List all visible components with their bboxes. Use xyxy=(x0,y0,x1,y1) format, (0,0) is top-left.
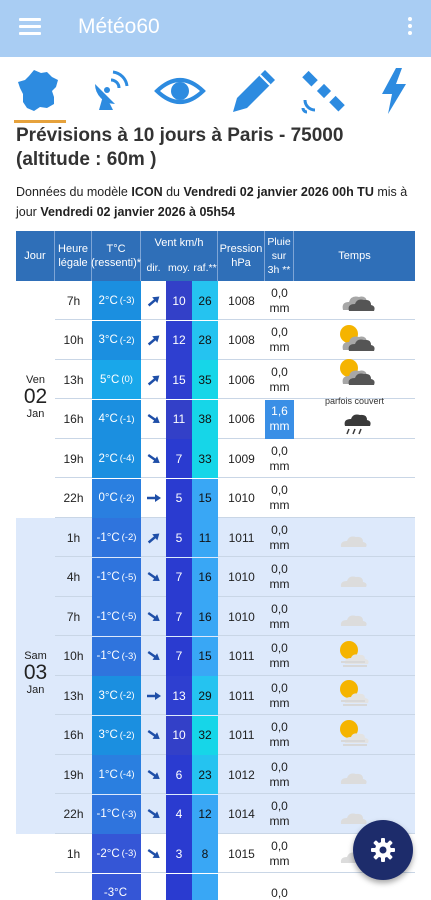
page-title: Prévisions à 10 jours à Paris - 75000 (altitude : 60m ) xyxy=(16,125,344,170)
weather-moon-cloud-icon xyxy=(335,596,375,637)
wind-gust-cell: 32 xyxy=(192,716,218,755)
feels-like-value: (-5) xyxy=(121,611,137,622)
wind-direction-cell xyxy=(141,518,166,557)
wind-arrow-icon xyxy=(144,844,164,863)
eye-icon[interactable] xyxy=(152,63,208,119)
weather-cell xyxy=(294,755,415,794)
temp-cell xyxy=(92,479,141,518)
wind-arrow-icon xyxy=(144,291,164,310)
day-label xyxy=(16,374,55,420)
app-bar xyxy=(0,0,431,57)
weather-sun-haze-icon xyxy=(335,636,375,677)
temp-value: -3°C xyxy=(103,887,128,899)
day-block xyxy=(16,281,415,518)
header-wind-avg: moy. xyxy=(168,262,190,274)
temp-value: -2°C xyxy=(96,847,120,860)
hour-cell: 19h xyxy=(63,767,84,782)
more-options-icon[interactable] xyxy=(407,17,413,39)
wind-avg-cell: 7 xyxy=(166,637,192,676)
pressure-cell: 1010 xyxy=(228,491,255,505)
rain-cell: 0,0 mm xyxy=(269,601,290,631)
table-body xyxy=(16,281,415,900)
model-info-text: mis à jour xyxy=(16,185,408,219)
hour-cell: 16h xyxy=(63,728,84,742)
weather-moon-icon xyxy=(335,478,375,519)
temp-cell xyxy=(92,439,141,478)
wind-gust-cell: 12 xyxy=(192,795,218,834)
rain-cell: 0,0 mm xyxy=(269,364,290,394)
temp-value: 3°C xyxy=(98,729,118,741)
wind-direction-cell xyxy=(141,755,166,794)
temp-value: -1°C xyxy=(96,650,120,662)
header-weather: Temps xyxy=(338,250,371,262)
wind-arrow-icon xyxy=(144,607,164,626)
wind-avg-cell: 13 xyxy=(166,676,192,715)
feels-like-value: (-2) xyxy=(119,492,135,504)
header-hour: Heure légale xyxy=(55,231,92,281)
wind-avg-cell: 10 xyxy=(166,716,192,755)
wind-arrow-icon xyxy=(144,646,164,665)
temp-cell xyxy=(92,400,141,439)
hour-cell: 1h xyxy=(66,846,81,861)
feels-like-value: (-1) xyxy=(119,413,135,425)
table-row xyxy=(55,479,415,518)
wind-arrow-icon xyxy=(146,492,162,504)
wind-gust-cell: 23 xyxy=(192,755,218,794)
temp-cell xyxy=(92,637,141,676)
wind-gust-cell: 28 xyxy=(192,321,218,360)
wind-avg-cell: 7 xyxy=(166,597,192,636)
day-weekday: Sam xyxy=(24,650,47,662)
wind-avg-cell: 10 xyxy=(166,281,192,320)
pressure-cell: 1008 xyxy=(228,333,255,347)
hour-cell: 13h xyxy=(63,688,84,703)
weather-moon-cloud-icon xyxy=(335,517,375,558)
pressure-cell: 1012 xyxy=(228,767,255,782)
temp-cell xyxy=(92,518,141,557)
weather-cell xyxy=(294,439,415,478)
table-row xyxy=(55,637,415,676)
hour-cell: 7h xyxy=(66,293,81,308)
wind-avg-cell: 7 xyxy=(166,558,192,597)
wind-direction-cell xyxy=(141,716,166,755)
temp-cell xyxy=(92,755,141,794)
header-pressure: Pression hPa xyxy=(218,231,265,281)
pressure-cell: 1008 xyxy=(228,293,255,308)
weather-cell xyxy=(294,637,415,676)
temp-value: 1°C xyxy=(98,768,118,781)
wind-arrow-icon xyxy=(144,804,164,823)
feels-like-value: (-2) xyxy=(119,334,135,346)
feels-like-value: (-3) xyxy=(121,650,137,662)
table-row xyxy=(55,597,415,636)
feels-like-value: (0) xyxy=(121,374,133,385)
weather-cell xyxy=(294,874,415,900)
table-row xyxy=(55,558,415,597)
pressure-cell: 1014 xyxy=(228,807,255,821)
forecast-table xyxy=(16,231,415,900)
pressure-cell xyxy=(218,874,265,900)
feels-like-value: (-3) xyxy=(119,295,135,306)
table-header xyxy=(16,231,415,281)
temp-value: 3°C xyxy=(98,689,118,702)
wind-gust-cell: 26 xyxy=(192,281,218,320)
wind-direction-cell xyxy=(141,281,166,320)
pressure-cell: 1011 xyxy=(228,688,255,703)
wind-arrow-icon xyxy=(144,567,164,586)
weather-cell xyxy=(294,400,415,439)
table-row xyxy=(55,518,415,557)
rain-cell: 0,0 mm xyxy=(269,799,290,828)
table-row xyxy=(55,281,415,320)
wind-avg-cell: 6 xyxy=(166,755,192,794)
weather-cell xyxy=(294,676,415,715)
lightning-icon[interactable] xyxy=(366,63,422,119)
table-row xyxy=(55,755,415,794)
temp-value: 0°C xyxy=(98,492,118,504)
wind-gust-cell: 16 xyxy=(192,558,218,597)
wind-gust-cell: 35 xyxy=(192,360,218,399)
pencil-icon[interactable] xyxy=(226,63,282,119)
wind-gust-cell xyxy=(192,874,218,900)
weather-rain-icon xyxy=(335,399,375,440)
feels-like-value: (-4) xyxy=(119,453,135,464)
temp-cell xyxy=(92,321,141,360)
pressure-cell: 1011 xyxy=(228,530,255,545)
day-number: 02 xyxy=(23,384,48,408)
model-info-text: du xyxy=(162,185,184,199)
wind-gust-cell: 15 xyxy=(192,479,218,518)
weather-moon-cloud-icon xyxy=(335,754,375,795)
weather-cell xyxy=(294,281,415,320)
wind-direction-cell xyxy=(141,439,166,478)
day-number: 03 xyxy=(23,661,48,684)
hour-cell: 7h xyxy=(66,609,81,624)
rain-cell: 0,0 mm xyxy=(269,325,290,354)
rain-cell: 0,0 mm xyxy=(269,838,290,868)
rain-cell: 0,0 mm xyxy=(269,562,290,591)
wind-arrow-icon xyxy=(144,370,164,389)
wind-gust-cell: 33 xyxy=(192,439,218,478)
wind-direction-cell xyxy=(141,321,166,360)
temp-cell xyxy=(92,676,141,715)
table-row xyxy=(55,874,415,900)
wind-avg-cell: 12 xyxy=(166,321,192,360)
satellite-icon[interactable] xyxy=(296,63,352,119)
wind-gust-cell: 8 xyxy=(192,834,218,873)
weather-moon-cloud-icon xyxy=(335,557,375,598)
day-month: Jan xyxy=(26,684,45,696)
model-run: Vendredi 02 janvier 2026 00h TU xyxy=(183,185,374,199)
wind-avg-cell: 5 xyxy=(166,518,192,557)
wind-avg-cell xyxy=(166,874,192,900)
rain-cell: 1,6 mm xyxy=(265,400,294,439)
temp-value: 2°C xyxy=(98,452,118,465)
header-wind-gust: raf.** xyxy=(193,262,217,274)
hour-cell: 16h xyxy=(63,412,84,426)
weather-cell xyxy=(294,597,415,636)
rain-cell: 0,0 mm xyxy=(269,720,290,749)
wind-arrow-icon xyxy=(144,725,164,744)
temp-cell xyxy=(92,597,141,636)
table-row xyxy=(55,716,415,755)
feels-like-value: (-3) xyxy=(121,848,137,859)
rain-cell: 0,0 mm xyxy=(269,759,290,789)
rain-cell: 0,0 xyxy=(271,885,288,900)
menu-icon[interactable] xyxy=(19,18,41,36)
pressure-cell: 1009 xyxy=(228,451,255,466)
weather-cell xyxy=(294,360,415,406)
wind-avg-cell: 5 xyxy=(166,479,192,518)
feels-like-value: (-4) xyxy=(119,769,135,780)
france-map-icon[interactable] xyxy=(10,63,66,119)
model-updated: Vendredi 02 janvier 2026 à 05h54 xyxy=(40,205,235,219)
wind-direction-cell xyxy=(141,874,166,900)
temp-cell xyxy=(92,558,141,597)
wind-direction-cell xyxy=(141,676,166,715)
hour-cell: 22h xyxy=(63,807,84,821)
header-wind: Vent km/h xyxy=(141,231,218,281)
hour-cell: 10h xyxy=(63,333,84,347)
weather-cloudy-night-icon xyxy=(335,280,375,321)
header-rain: Pluie sur 3h ** xyxy=(265,231,294,281)
wind-direction-cell xyxy=(141,834,166,873)
temp-cell xyxy=(92,281,141,320)
model-name: ICON xyxy=(131,185,163,199)
temp-value: -1°C xyxy=(96,571,120,583)
rain-cell: 0,0 mm xyxy=(269,285,290,315)
app-title: Météo60 xyxy=(78,15,160,38)
rain-cell: 0,0 mm xyxy=(269,680,290,710)
wind-arrow-icon xyxy=(144,449,164,468)
wind-arrow-icon xyxy=(144,409,164,428)
settings-fab[interactable] xyxy=(353,820,413,880)
day-block xyxy=(16,518,415,834)
temp-value: -1°C xyxy=(96,610,120,623)
model-info xyxy=(16,182,416,222)
wind-gust-cell: 15 xyxy=(192,637,218,676)
rain-cell: 0,0 mm xyxy=(269,443,290,473)
icon-nav-bar xyxy=(0,57,431,124)
hour-cell: 10h xyxy=(63,649,84,663)
pressure-cell: 1006 xyxy=(228,372,255,387)
weather-sun-haze-icon xyxy=(335,675,375,716)
day-label xyxy=(16,650,55,696)
temp-value: -1°C xyxy=(96,531,120,544)
table-row xyxy=(55,439,415,478)
wind-direction-cell xyxy=(141,360,166,399)
hour-cell: 13h xyxy=(63,372,84,387)
weather-moon-icon xyxy=(335,438,375,479)
pressure-cell: 1011 xyxy=(228,728,255,742)
pressure-cell: 1006 xyxy=(228,412,255,426)
model-info-text: Données du modèle xyxy=(16,185,132,199)
header-day: Jour xyxy=(16,231,55,281)
hour-cell: 1h xyxy=(66,530,81,545)
feels-like-value: (-3) xyxy=(121,808,137,820)
weather-cell xyxy=(294,518,415,557)
rain-cell: 0,0 mm xyxy=(269,522,290,552)
wind-avg-cell: 4 xyxy=(166,795,192,834)
temp-value: 2°C xyxy=(98,294,118,307)
gear-icon xyxy=(370,837,396,863)
temp-value: 4°C xyxy=(98,413,118,425)
wind-arrow-icon xyxy=(146,690,162,702)
wind-gust-cell: 29 xyxy=(192,676,218,715)
feels-like-value: (-2) xyxy=(119,729,135,741)
wind-avg-cell: 11 xyxy=(166,400,192,439)
weather-cell xyxy=(294,716,415,755)
day-weekday: Ven xyxy=(26,373,45,386)
wind-direction-cell xyxy=(141,795,166,834)
feels-like-value: (-5) xyxy=(121,571,137,583)
wind-gust-cell: 11 xyxy=(192,518,218,557)
header-temp: T°C (ressenti)* xyxy=(92,231,141,281)
wind-arrow-icon xyxy=(144,765,164,784)
hour-cell: 4h xyxy=(66,570,81,584)
pressure-cell: 1011 xyxy=(228,649,255,663)
pressure-cell: 1010 xyxy=(228,609,255,624)
wind-direction-cell xyxy=(141,479,166,518)
wind-arrow-icon xyxy=(144,528,164,547)
wind-direction-cell xyxy=(141,558,166,597)
table-row xyxy=(55,676,415,715)
temp-cell xyxy=(92,716,141,755)
hour-cell: 22h xyxy=(63,491,84,505)
weather-cell xyxy=(294,558,415,597)
wind-direction-cell xyxy=(141,597,166,636)
hour-cell: 19h xyxy=(63,451,84,466)
wind-direction-cell xyxy=(141,400,166,439)
rain-cell: 0,0 mm xyxy=(269,641,290,670)
pressure-cell: 1010 xyxy=(228,570,255,584)
temp-cell xyxy=(92,360,141,399)
table-row xyxy=(55,360,415,406)
weather-sun-cloud-icon xyxy=(335,354,375,395)
wind-avg-cell: 15 xyxy=(166,360,192,399)
rain-cell: 0,0 mm xyxy=(269,483,290,512)
temp-cell xyxy=(92,795,141,834)
wind-gust-cell: 38 xyxy=(192,400,218,439)
header-wind-dir: dir. xyxy=(146,262,161,274)
pressure-cell: 1015 xyxy=(228,846,255,861)
day-month: Jan xyxy=(26,407,45,420)
temp-cell xyxy=(92,874,141,900)
wind-avg-cell: 7 xyxy=(166,439,192,478)
temp-cell xyxy=(92,834,141,873)
temp-value: -1°C xyxy=(96,808,120,820)
wind-direction-cell xyxy=(141,637,166,676)
weather-sun-haze-icon xyxy=(335,715,375,756)
wind-arrow-icon xyxy=(144,330,164,349)
temp-value: 5°C xyxy=(100,373,120,386)
weather-cell xyxy=(294,479,415,518)
hour-cell xyxy=(55,874,92,900)
wind-avg-cell: 3 xyxy=(166,834,192,873)
table-row xyxy=(55,400,415,439)
feels-like-value: (-2) xyxy=(119,690,135,701)
satellite-dish-icon[interactable] xyxy=(80,63,136,119)
wind-gust-cell: 16 xyxy=(192,597,218,636)
weather-text: parfois couvert xyxy=(324,395,385,406)
temp-value: 3°C xyxy=(98,334,118,346)
feels-like-value: (-2) xyxy=(121,532,137,543)
